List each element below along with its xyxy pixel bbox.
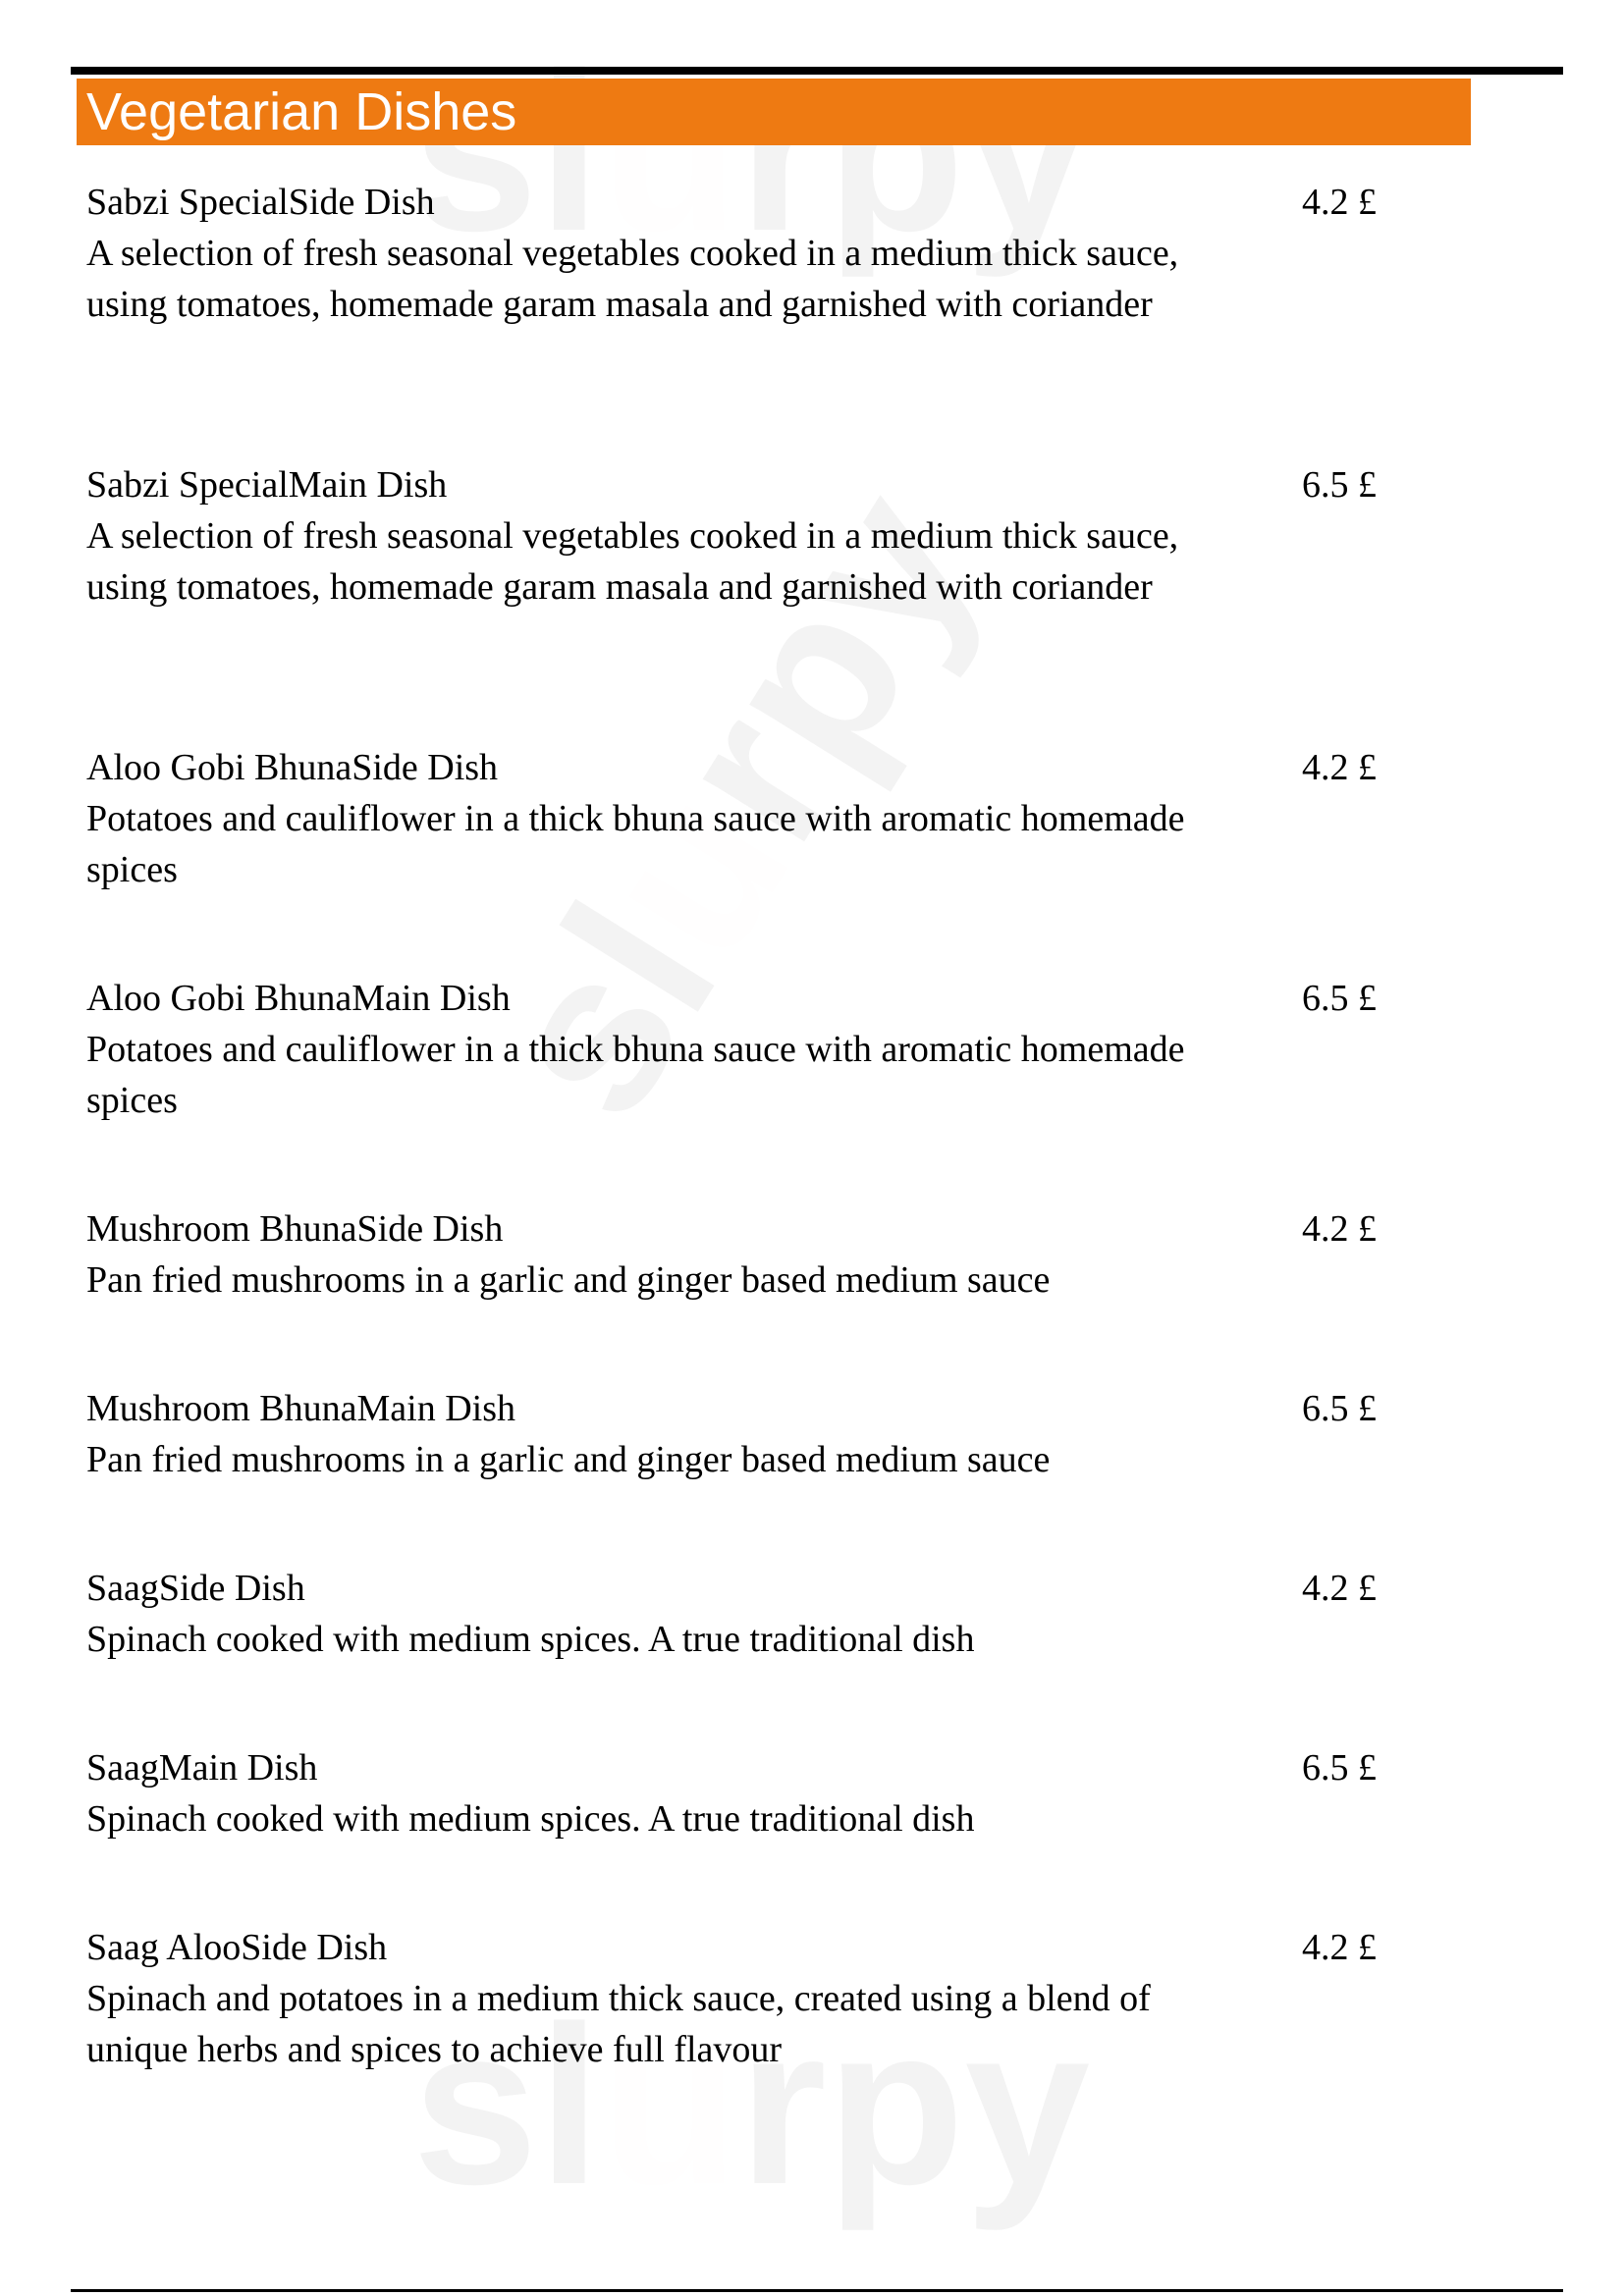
item-name: Aloo Gobi BhunaSide Dish bbox=[86, 747, 499, 788]
item-price: 6.5 £ bbox=[1302, 1388, 1377, 1429]
item-description: Spinach cooked with medium spices. A true traditional dish bbox=[86, 1619, 975, 1660]
item-price: 4.2 £ bbox=[1302, 1927, 1377, 1968]
menu-item bbox=[86, 742, 1422, 895]
item-price: 4.2 £ bbox=[1302, 182, 1377, 223]
item-description: A selection of fresh seasonal vegetables cooked in a medium thick sauce, using tomatoes, homemade garam masala and garnished with coriander bbox=[86, 233, 1179, 325]
item-name: Sabzi SpecialSide Dish bbox=[86, 182, 435, 223]
item-description: Pan fried mushrooms in a garlic and ginger based medium sauce bbox=[86, 1439, 1051, 1480]
item-name: SaagMain Dish bbox=[86, 1747, 318, 1789]
top-rule bbox=[71, 67, 1563, 75]
menu-item bbox=[86, 1922, 1422, 2075]
section-title: Vegetarian Dishes bbox=[86, 82, 517, 141]
menu-item bbox=[86, 1742, 1422, 1844]
item-description: Potatoes and cauliflower in a thick bhuna sauce with aromatic homemade spices bbox=[86, 798, 1185, 890]
item-name: SaagSide Dish bbox=[86, 1568, 305, 1609]
item-name: Saag AlooSide Dish bbox=[86, 1927, 388, 1968]
item-price: 4.2 £ bbox=[1302, 747, 1377, 788]
item-description: Potatoes and cauliflower in a thick bhuna sauce with aromatic homemade spices bbox=[86, 1029, 1185, 1121]
item-name: Sabzi SpecialMain Dish bbox=[86, 464, 448, 506]
item-price: 4.2 £ bbox=[1302, 1568, 1377, 1609]
item-price: 6.5 £ bbox=[1302, 1747, 1377, 1789]
menu-item bbox=[86, 1563, 1422, 1665]
item-name: Aloo Gobi BhunaMain Dish bbox=[86, 978, 511, 1019]
menu-item bbox=[86, 1203, 1422, 1306]
item-description: Spinach and potatoes in a medium thick sauce, created using a blend of unique herbs and spices to achieve full flavour bbox=[86, 1978, 1151, 2070]
bottom-rule bbox=[71, 2289, 1563, 2292]
menu-item bbox=[86, 973, 1422, 1126]
item-description: Spinach cooked with medium spices. A true traditional dish bbox=[86, 1798, 975, 1840]
item-name: Mushroom BhunaSide Dish bbox=[86, 1208, 504, 1250]
item-price: 6.5 £ bbox=[1302, 464, 1377, 506]
menu-item bbox=[86, 459, 1422, 613]
menu-item bbox=[86, 177, 1422, 330]
item-price: 6.5 £ bbox=[1302, 978, 1377, 1019]
item-description: A selection of fresh seasonal vegetables cooked in a medium thick sauce, using tomatoes, homemade garam masala and garnished with coriander bbox=[86, 515, 1179, 608]
item-price: 4.2 £ bbox=[1302, 1208, 1377, 1250]
section-header bbox=[77, 79, 1471, 145]
item-name: Mushroom BhunaMain Dish bbox=[86, 1388, 515, 1429]
item-description: Pan fried mushrooms in a garlic and ginger based medium sauce bbox=[86, 1259, 1051, 1301]
menu-item bbox=[86, 1383, 1422, 1485]
